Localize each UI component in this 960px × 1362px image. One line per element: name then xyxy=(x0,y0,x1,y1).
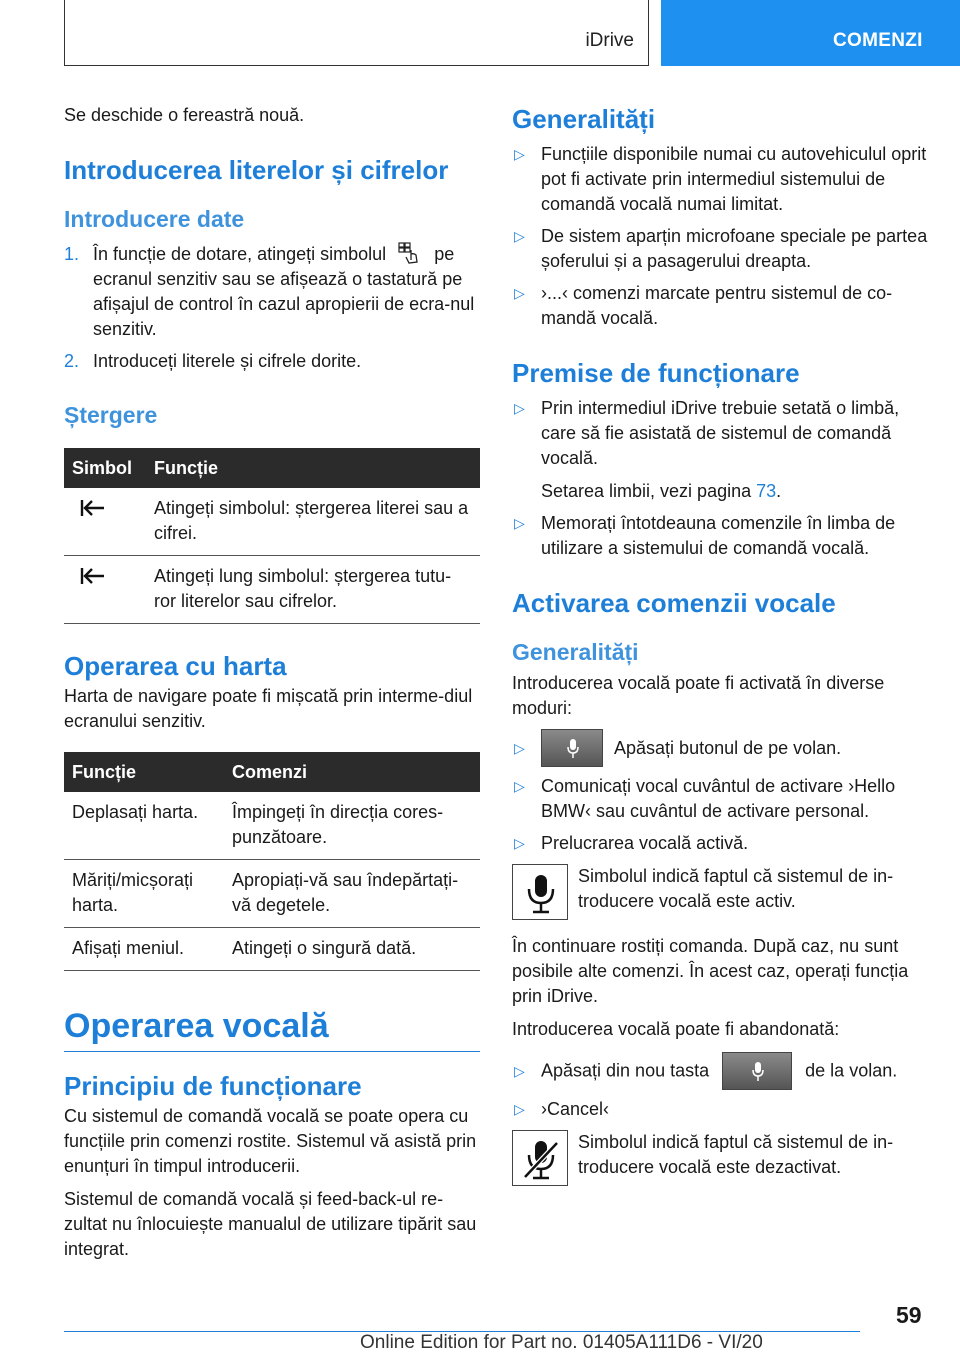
map-text: Harta de navigare poate fi mișcată prin interme-diul ecranului senzitiv. xyxy=(64,686,473,731)
principle-paragraph-2: Sistemul de comandă vocală și feed-back-ul re-zultat nu înlocuiește manualul de utilizare tipărit sau integrat. xyxy=(64,1189,477,1259)
premise-bullet-1 xyxy=(512,396,928,504)
bullet-text: Comunicați vocal cuvântul de activare ›Hello BMW‹ sau cuvântul de activare personal. xyxy=(541,776,896,821)
table-header: Simbol xyxy=(64,448,146,488)
triangle-bullet-icon: ▷ xyxy=(514,739,525,756)
premise-bullet-2 xyxy=(512,511,928,561)
table-row xyxy=(64,792,480,860)
keyboard-hand-icon xyxy=(395,242,425,264)
general-bullet-2 xyxy=(512,224,928,274)
bullet-text: ›Cancel‹ xyxy=(541,1099,610,1119)
table-row xyxy=(64,488,480,556)
triangle-bullet-icon: ▷ xyxy=(514,146,525,162)
intro-text: Se deschide o fereastră nouă. xyxy=(64,105,305,125)
triangle-bullet-icon: ▷ xyxy=(514,515,525,531)
activate-bullet-1 xyxy=(512,729,928,767)
bullet-text: ›...‹ comenzi marcate pentru sistemul de co-mandă vocală. xyxy=(541,283,893,328)
activate-bullet-3 xyxy=(512,831,928,856)
heading-principle: Principiu de funcționare xyxy=(64,1071,362,1101)
voice-active-text: Simbolul indică faptul că sistemul de in-troducere vocală este activ. xyxy=(578,866,894,911)
voice-active-note xyxy=(512,864,928,920)
bullet-text: Memorați întotdeauna comenzile în limba de utilizare a sistemului de comandă vocală. xyxy=(541,513,896,558)
bullet-text xyxy=(541,1052,897,1090)
heading-premise: Premise de funcționare xyxy=(512,358,800,388)
act-1-text: Apăsați butonul de pe volan. xyxy=(614,737,842,758)
step-2 xyxy=(64,349,480,374)
step-text-a: În funcție de dotare, atingeți simbolul xyxy=(93,244,387,264)
steering-mic-button-icon xyxy=(541,729,603,767)
table-cell-icon xyxy=(64,488,146,556)
bullet-text xyxy=(541,396,928,504)
abort-1b-text: de la volan. xyxy=(805,1060,898,1081)
map-table xyxy=(64,752,480,971)
edition-text: Online Edition for Part no. 01405A111D6 - VI/20 xyxy=(360,1332,763,1353)
table-row xyxy=(64,860,480,928)
triangle-bullet-icon: ▷ xyxy=(514,835,525,851)
step-text-b: pe ecranul senzitiv sau se afișează o tastatură pe afișajul de control în cazul apropierii de ecra-nul senzitiv. xyxy=(93,244,475,339)
table-cell: Împingeți în direcția cores-punzătoare. xyxy=(224,792,480,860)
microphone-off-icon xyxy=(512,1130,568,1186)
premise-ref xyxy=(541,479,928,504)
step-number: 1. xyxy=(64,244,80,264)
table-header: Funcție xyxy=(146,448,480,488)
bullet-text xyxy=(541,729,841,767)
table-cell: Atingeți lung simbolul: ștergerea tutu-ror literelor sau cifrelor. xyxy=(146,556,480,624)
abort-paragraph: Introducerea vocală poate fi abandonată: xyxy=(512,1019,840,1039)
heading-delete: Ștergere xyxy=(64,402,158,428)
triangle-bullet-icon: ▷ xyxy=(514,1101,525,1117)
table-cell: Apropiați-vă sau îndepărtați-vă degetele. xyxy=(224,860,480,928)
table-cell: Atingeți o singură dată. xyxy=(224,928,480,971)
page-number: 59 xyxy=(896,1302,922,1328)
activate-intro: Introducerea vocală poate fi activată în diverse moduri: xyxy=(512,673,885,718)
abort-bullet-2 xyxy=(512,1097,928,1122)
table-cell-icon xyxy=(64,556,146,624)
step-text xyxy=(93,242,480,342)
table-header: Comenzi xyxy=(224,752,480,792)
table-row xyxy=(64,556,480,624)
activate-bullet-2 xyxy=(512,774,928,824)
table-row xyxy=(64,928,480,971)
header-chapter-title: COMENZI xyxy=(833,30,923,51)
bullet-text: De sistem aparțin microfoane speciale pe partea șoferului și a pasagerului dreapta. xyxy=(541,226,928,271)
step-1 xyxy=(64,242,480,342)
heading-activate: Activarea comenzii vocale xyxy=(512,588,836,618)
backspace-icon xyxy=(72,496,106,524)
triangle-bullet-icon: ▷ xyxy=(514,778,525,794)
heading-letters-digits: Introducerea literelor și cifrelor xyxy=(64,155,449,185)
bullet-text: Funcțiile disponibile numai cu autovehiculul oprit pot fi activate prin intermediul sistemului de comandă vocală numai limitat. xyxy=(541,144,927,214)
steering-mic-button-icon xyxy=(722,1052,792,1090)
triangle-bullet-icon: ▷ xyxy=(514,1062,525,1079)
table-cell: Măriți/micșorați harta. xyxy=(64,860,224,928)
voice-inactive-text: Simbolul indică faptul că sistemul de in-troducere vocală este dezactivat. xyxy=(578,1132,894,1177)
principle-paragraph-1: Cu sistemul de comandă vocală se poate opera cu funcțiile prin comenzi rostite. Sistemul vă asistă prin enunțuri în timpul introducerii. xyxy=(64,1106,477,1176)
table-cell: Atingeți simbolul: ștergerea literei sau a cifrei. xyxy=(146,488,480,556)
general-bullet-3 xyxy=(512,281,928,331)
table-cell: Afișați meniul. xyxy=(64,928,224,971)
page-link[interactable]: 73 xyxy=(756,481,777,501)
delete-table xyxy=(64,448,480,624)
bullet-text: Prelucrarea vocală activă. xyxy=(541,833,749,853)
right-column xyxy=(512,100,928,1186)
heading-voice-operation: Operarea vocală xyxy=(64,1005,480,1052)
premise-text: Prin intermediul iDrive trebuie setată o limbă, care să fie asistată de sistemul de comandă vocală. xyxy=(541,398,900,468)
abort-1a-text: Apăsați din nou tasta xyxy=(541,1060,710,1081)
backspace-icon xyxy=(72,564,106,592)
step-text: Introduceți literele și cifrele dorite. xyxy=(93,351,362,371)
general-bullet-1 xyxy=(512,142,928,217)
table-header: Funcție xyxy=(64,752,224,792)
triangle-bullet-icon: ▷ xyxy=(514,400,525,416)
left-column xyxy=(64,100,480,1262)
microphone-icon xyxy=(512,864,568,920)
header-chapter-tab xyxy=(661,0,960,66)
heading-data-input: Introducere date xyxy=(64,206,245,232)
heading-map-operation: Operarea cu harta xyxy=(64,651,287,681)
heading-general: Generalități xyxy=(512,104,656,134)
header-section-box xyxy=(64,0,649,66)
triangle-bullet-icon: ▷ xyxy=(514,285,525,301)
continue-paragraph: În continuare rostiți comanda. După caz, nu sunt posibile alte comenzi. În acest caz, operați funcția prin iDrive. xyxy=(512,936,909,1006)
triangle-bullet-icon: ▷ xyxy=(514,228,525,244)
header-section-title: iDrive xyxy=(585,30,634,51)
abort-bullet-1 xyxy=(512,1052,928,1090)
heading-general-2: Generalități xyxy=(512,639,639,665)
table-cell: Deplasați harta. xyxy=(64,792,224,860)
step-number: 2. xyxy=(64,351,80,371)
premise-ref-text: Setarea limbii, vezi pagina xyxy=(541,481,752,501)
premise-ref-end: . xyxy=(776,481,782,501)
voice-inactive-note xyxy=(512,1130,928,1186)
